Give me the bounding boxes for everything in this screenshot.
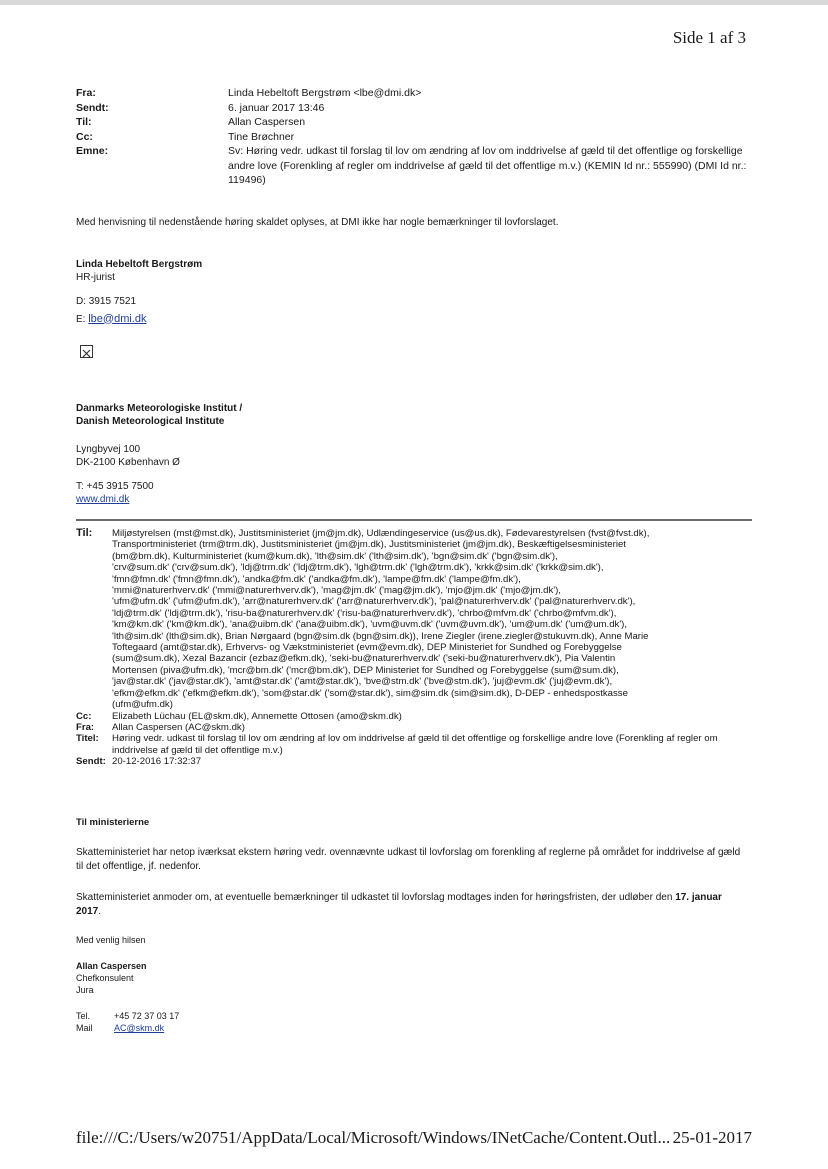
fwd-to-line: Toftegaard (amt@star.dk), Erhvervs- og Vækstministeriet (evm@evm.dk), DEP Ministeriet for Sundhed og Forebyggelse — [112, 642, 622, 654]
header-sent-row — [76, 101, 763, 116]
print-footer — [76, 1128, 752, 1148]
letter-closing: Med venlig hilsen — [76, 935, 146, 945]
fwd-to-line: 'efkm@efkm.dk' ('efkm@efkm.dk'), 'som@star.dk' ('som@star.dk'), sim@sim.dk (sim@sim.dk), D-DEP - enhedspostkasse — [112, 687, 628, 699]
fwd-to-line: 'km@km.dk' ('km@km.dk'), 'ana@uibm.dk' ('ana@uibm.dk'), 'uvm@uvm.dk' ('uvm@uvm.dk'), 'um@um.dk' ('um@um.dk'), — [112, 619, 628, 631]
fwd-to-line: 'crv@sum.dk' ('crv@sum.dk'), 'ldj@trm.dk' ('ldj@trm.dk'), 'lgh@trm.dk' ('lgh@trm.dk'), 'krkk@sim.dk' ('krkk@sim.dk'), — [112, 562, 604, 574]
letter-paragraph-2-end: . — [98, 906, 102, 917]
header-cc-row — [76, 130, 763, 145]
sender-tel: +45 72 37 03 17 — [114, 1011, 180, 1021]
header-cc-label: Cc: — [76, 130, 93, 143]
header-from-row — [76, 86, 763, 101]
fwd-to-line: (ufm@ufm.dk) — [112, 699, 173, 711]
fwd-to-line: (sum@sum.dk), Xezal Bazancir (ezbaz@efkm.dk), 'seki-bu@naturerhverv.dk' ('seki-bu@naturerhverv.dk'), Pia Valentin — [112, 653, 616, 665]
fwd-to-line: Miljøstyrelsen (mst@mst.dk), Justitsministeriet (jm@jm.dk), Udlændingeservice (us@us.dk), Fødevarestyrelsen (fvst@fvst.dk), — [112, 528, 650, 539]
fwd-from-label: Fra: — [76, 721, 95, 733]
sender-tel-label: Tel. — [76, 1011, 91, 1021]
fwd-title-value: Høring vedr. udkast til forslag til lov om ændring af lov om inddrivelse af gæld til det offentlige og forskellige andre love (Forenkling af regler om inddrivelse af gæld til det offentlige m.v.) — [112, 733, 718, 756]
top-scan-edge — [0, 0, 828, 5]
letter-paragraph-1: Skatteministeriet har netop iværksat ekstern høring vedr. ovennævnte udkast til lovforslag om forenkling af reglerne på området for inddrivelse af gæld til det offentlige, jf. nedenfor. — [76, 847, 741, 872]
fwd-sent-row — [76, 756, 756, 767]
fwd-sent-label: Sendt: — [76, 756, 106, 768]
fwd-to-line: Mortensen (piva@ufm.dk), 'mcr@bm.dk' ('mcr@bm.dk'), DEP Ministeriet for Sundhed og Forebyggelse (sum@sum.dk), — [112, 664, 619, 676]
fwd-from-row — [76, 722, 756, 733]
header-cc-value: Tine Brøchner — [228, 130, 295, 143]
letter-paragraph-2-text: Skatteministeriet anmoder om, at eventuelle bemærkninger til udkastet til lovforslag modtages inden for høringsfristen, der udløber den — [76, 892, 676, 903]
sender-role: Chefkonsulent — [76, 973, 134, 983]
email-header — [76, 86, 763, 188]
signature-email-prefix: E: — [76, 313, 89, 325]
page-number: Side 1 af 3 — [672, 28, 746, 47]
fwd-to-line: Transportministeriet (trm@trm.dk), Justitsministeriet (jm@jm.dk), Justitsministeriet (jm@jm.dk), Beskæftigelsesministeriet — [112, 539, 626, 551]
sender-mail-link[interactable]: AC@skm.dk — [114, 1023, 165, 1033]
separator-line — [76, 519, 752, 521]
fwd-to-line: 'mmi@naturerhverv.dk' ('mmi@naturerhverv.dk'), 'mag@jm.dk' ('mag@jm.dk'), 'mjo@jm.dk' ('mjo@jm.dk'), — [112, 585, 561, 597]
footer-date: 25-01-2017 — [672, 1128, 752, 1147]
broken-image-icon — [80, 345, 93, 358]
fwd-to-line: 'lth@sim.dk' (lth@sim.dk), Brian Nørgaard (bgn@sim.dk (bgn@sim.dk)), Irene Ziegler (irene.ziegler@stukuvm.dk), Anne Marie — [112, 630, 649, 642]
org-phone: T: +45 3915 7500 — [76, 481, 154, 492]
header-to-value: Allan Caspersen — [228, 116, 306, 128]
header-subject-label: Emne: — [76, 145, 109, 157]
sender-tel-row — [76, 1010, 179, 1022]
fwd-to-line: 'fmn@fmn.dk' ('fmn@fmn.dk'), 'andka@fm.dk' ('andka@fm.dk'), 'lampe@fm.dk' ('lampe@fm.dk'), — [112, 573, 521, 585]
fwd-to-row — [76, 528, 756, 711]
fwd-to-list — [112, 528, 756, 711]
fwd-to-line: (bm@bm.dk), Kulturministeriet (kum@kum.dk), 'lth@sim.dk' ('lth@sim.dk'), 'bgn@sim.dk' ('bgn@sim.dk'), — [112, 550, 558, 562]
header-subject-value: Sv: Høring vedr. udkast til forslag til lov om ændring af lov om inddrivelse af gæld til det offentlige og forskellige andre love (Forenkling af regler om inddrivelse af gæld til det offentlige m.v.) (KEMIN Id nr.: 555990) (DMI Id nr.: 119496) — [228, 145, 747, 186]
org-website-link[interactable]: www.dmi.dk — [76, 493, 130, 505]
fwd-sent-value: 20-12-2016 17:32:37 — [112, 756, 202, 768]
letter-paragraph-2 — [76, 891, 748, 919]
header-from-label: Fra: — [76, 87, 96, 99]
reply-body: Med henvisning til nedenstående høring skaldet oplyses, at DMI ikke har nogle bemærkninger til lovforslaget. — [76, 217, 559, 228]
header-from-value: Linda Hebeltoft Bergstrøm <lbe@dmi.dk> — [228, 87, 422, 99]
fwd-to-line: 'jav@star.dk' ('jav@star.dk'), 'amt@star.dk' ('amt@star.dk'), 'bve@stm.dk' ('bve@stm.dk'), 'juj@evm.dk' ('juj@evm.dk'), — [112, 676, 613, 688]
signature-name: Linda Hebeltoft Bergstrøm — [76, 259, 203, 270]
signature-block — [76, 259, 202, 326]
fwd-title-row — [76, 733, 756, 756]
sender-dept: Jura — [76, 985, 94, 995]
fwd-to-label: Til: — [76, 527, 93, 539]
fwd-to-line: 'ldj@trm.dk' ('ldj@trm.dk'), 'risu-ba@naturerhverv.dk' ('risu-ba@naturerhverv.dk'), 'chrbo@mfvm.dk' ('chrbo@mfvm.dk'), — [112, 607, 617, 619]
fwd-cc-label: Cc: — [76, 710, 92, 722]
org-address-city: DK-2100 København Ø — [76, 456, 180, 468]
header-subject-row — [76, 144, 763, 188]
org-name-danish: Danmarks Meteorologiske Institut / — [76, 403, 243, 414]
header-sent-value: 6. januar 2017 13:46 — [228, 101, 325, 114]
footer-file-path: file:///C:/Users/w20751/AppData/Local/Microsoft/Windows/INetCache/Content.Outl... — [76, 1128, 671, 1147]
letter-body — [76, 816, 748, 919]
sender-name: Allan Caspersen — [76, 961, 147, 971]
fwd-cc-value: Elizabeth Lüchau (EL@skm.dk), Annemette Ottosen (amo@skm.dk) — [112, 710, 402, 722]
signature-title: HR-jurist — [76, 271, 115, 283]
header-sent-label: Sendt: — [76, 101, 109, 114]
fwd-to-line: 'ufm@ufm.dk' ('ufm@ufm.dk'), 'arr@naturerhverv.dk' ('arr@naturerhverv.dk'), 'pal@naturerhverv.dk' ('pal@naturerhverv.dk'), — [112, 596, 636, 608]
org-address-street: Lyngbyvej 100 — [76, 444, 141, 455]
letter-salutation: Til ministerierne — [76, 817, 150, 828]
signature-email-link[interactable]: lbe@dmi.dk — [88, 312, 147, 325]
deadline-date: 17. januar 2017 — [76, 892, 722, 917]
sender-mail-label: Mail — [76, 1023, 93, 1033]
header-to-row — [76, 115, 763, 130]
sender-mail-row — [76, 1022, 179, 1034]
org-name-english: Danish Meteorological Institute — [76, 415, 225, 427]
fwd-from-value: Allan Caspersen (AC@skm.dk) — [112, 721, 245, 733]
fwd-cc-row — [76, 711, 756, 722]
fwd-title-label: Titel: — [76, 733, 99, 745]
header-to-label: Til: — [76, 116, 92, 128]
closing-block — [76, 934, 179, 1034]
forwarded-header — [76, 528, 756, 768]
signature-phone: D: 3915 7521 — [76, 296, 137, 307]
org-block — [76, 403, 242, 506]
